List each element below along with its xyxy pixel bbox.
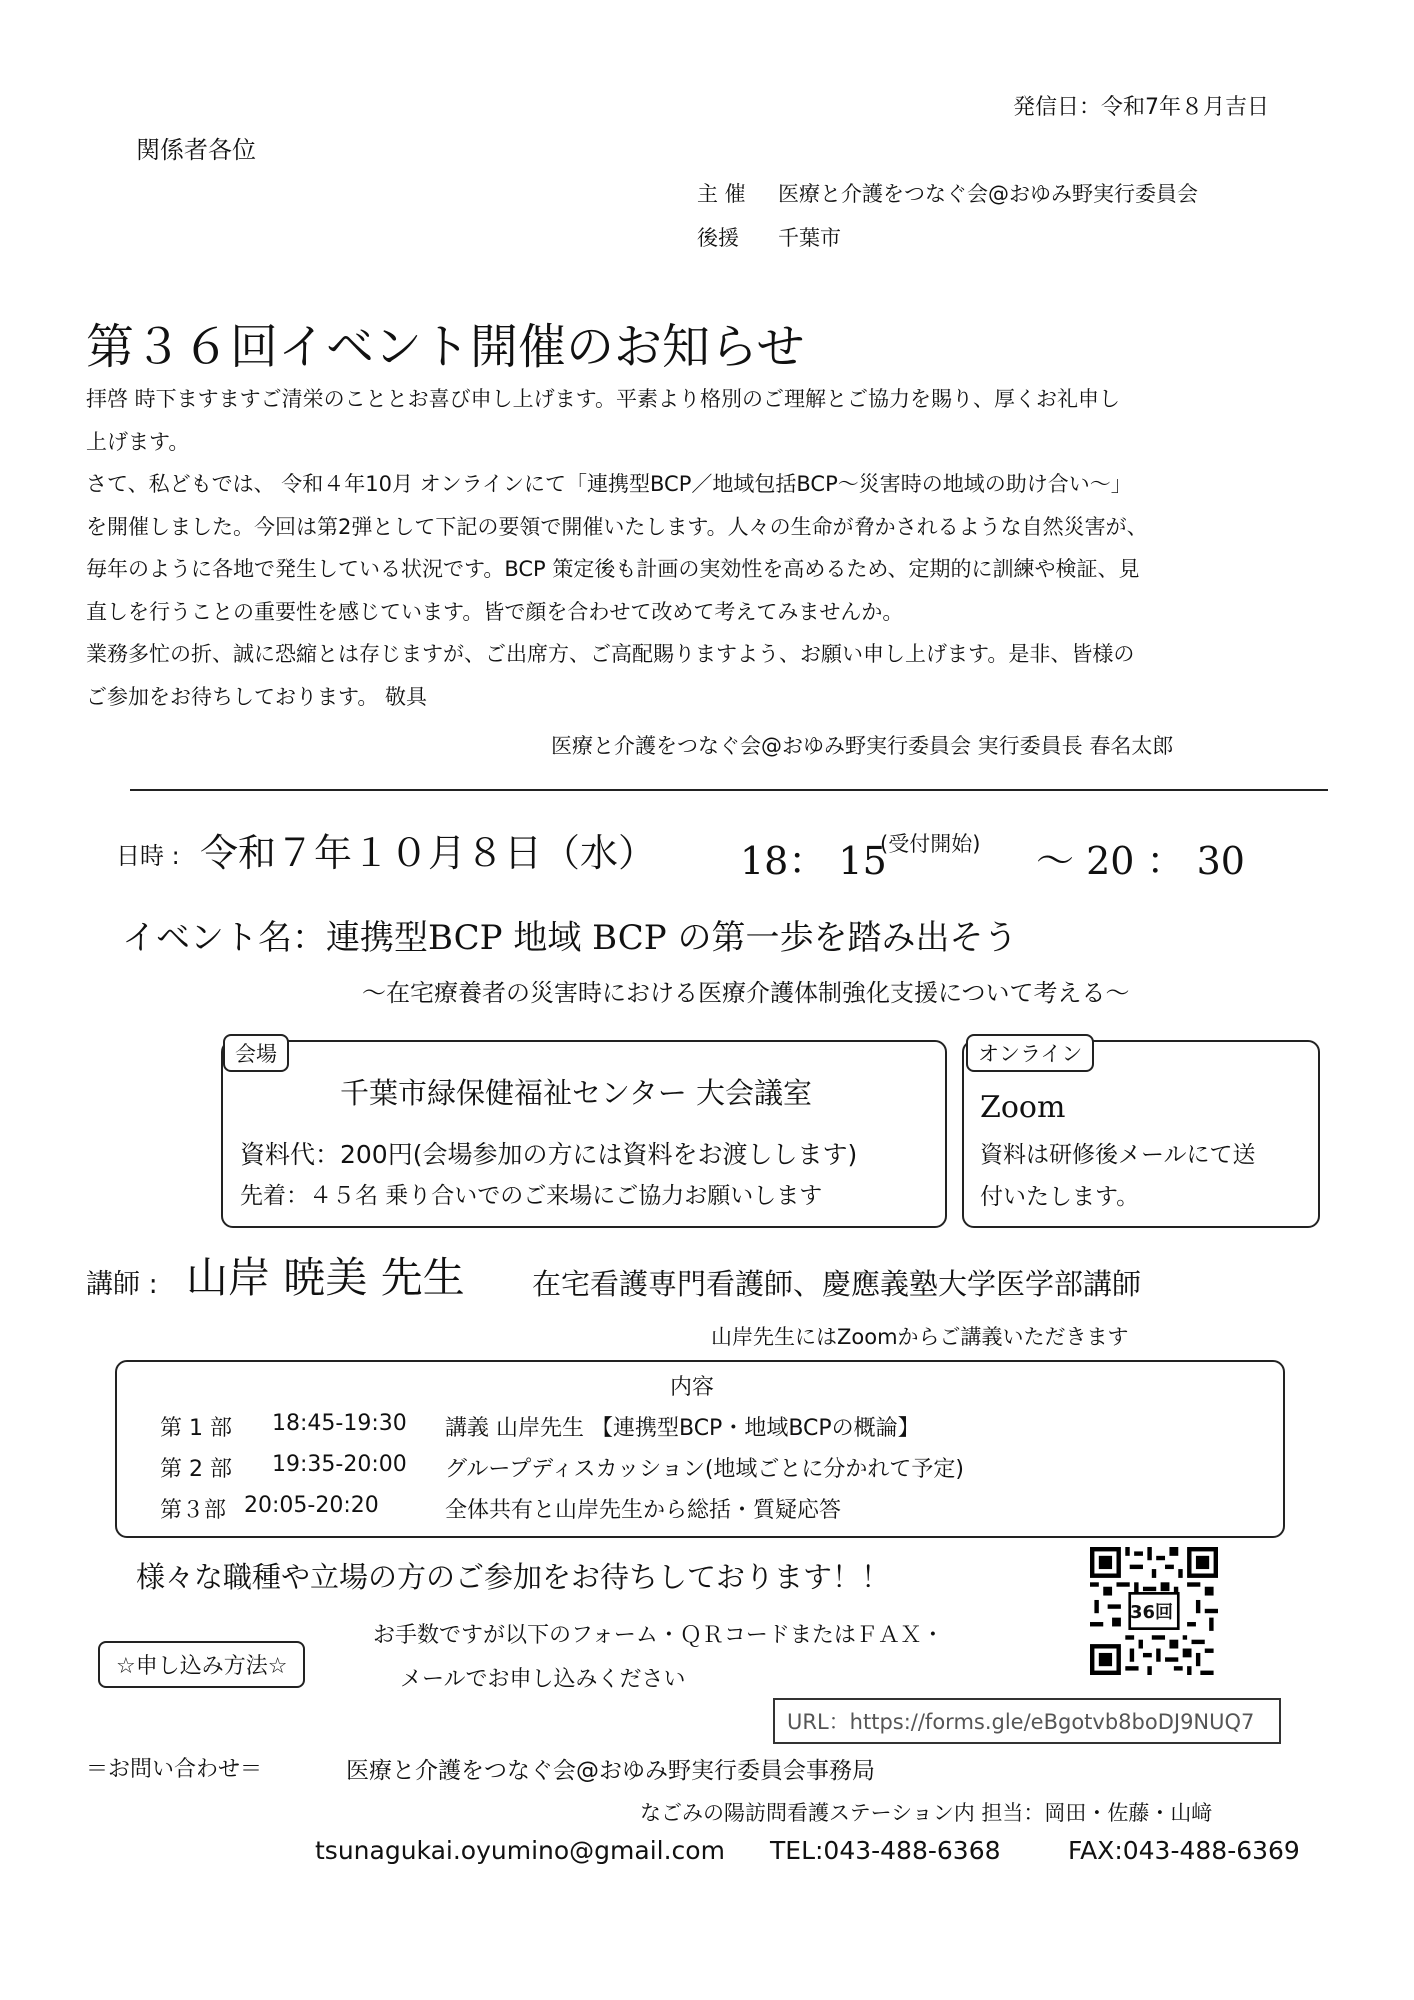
organizer-label: 主 催 [697, 182, 746, 206]
contact-fax: FAX:043-488-6369 [1068, 1836, 1300, 1865]
page-title: 第３６回イベント開催のお知らせ [86, 319, 805, 375]
program-content: 講義 山岸先生 【連携型BCP・地域BCPの概論】 [445, 1416, 920, 1441]
body-line: さて、私どもでは、 令和４年10月 オンラインにて「連携型BCP／地域包括BCP〜災害時の地域の助け合い〜」 [86, 472, 1132, 496]
online-note-1: 資料は研修後メールにて送 [980, 1142, 1256, 1168]
recipients: 関係者各位 [136, 136, 256, 164]
contact-tel: TEL:043-488-6368 [770, 1836, 1001, 1865]
event-name-label: イベント名：連携型 [122, 918, 428, 958]
program-header: 内容 [670, 1375, 715, 1400]
sponsor: 千葉市 [778, 226, 841, 250]
application-line-1: お手数ですが以下のフォーム・ＱＲコードまたはＦＡＸ・ [373, 1623, 944, 1648]
program-content: 全体共有と山岸先生から総括・質疑応答 [445, 1498, 842, 1523]
program-time: 20:05-20:20 [244, 1493, 379, 1518]
body-line: 上げます。 [86, 429, 190, 454]
venue-tag: 会場 [223, 1034, 289, 1072]
contact-label: ＝お問い合わせ＝ [86, 1757, 263, 1782]
application-method: ☆申し込み方法☆ [98, 1641, 305, 1688]
lecturer-name: 山岸 暁美 先生 [186, 1253, 465, 1302]
contact-email[interactable]: tsunagukai.oyumino@gmail.com [315, 1836, 725, 1865]
program-time: 19:35-20:00 [272, 1452, 407, 1477]
reception-note: (受付開始) [880, 832, 981, 856]
online-note-2: 付いたします。 [980, 1184, 1140, 1210]
program-time: 18:45-19:30 [272, 1411, 407, 1436]
invitation-message: 様々な職種や立場の方のご参加をお待ちしております！！ [136, 1560, 891, 1594]
online-tag: オンライン [966, 1034, 1094, 1072]
body-line: 拝啓 時下ますますご清栄のこととお喜び申し上げます。平素より格別のご理解とご協力を賜り、厚くお礼申し [86, 387, 1120, 411]
body-line: 業務多忙の折、誠に恐縮とは存じますが、ご出席方、ご高配賜りますよう、お願い申し上げます。是非、皆様の [86, 642, 1135, 666]
lecturer-note: 山岸先生にはZoomからご講義いただきます [711, 1325, 1129, 1349]
venue-capacity: 先着：４５名 乗り合いでのご来場にご協力お願いします [240, 1183, 823, 1209]
event-name-rest: BCP 地域 BCP の第一歩を踏み出そう [428, 918, 1018, 958]
program-part: 第 2 部 [160, 1457, 232, 1482]
program-part: 第 1 部 [160, 1416, 232, 1441]
program-content: グループディスカッション(地域ごとに分かれて予定) [445, 1457, 964, 1482]
qr-label: 36回 [1130, 1602, 1174, 1623]
end-time: 〜 20 ： 30 [1036, 839, 1245, 883]
venue-name: 千葉市緑保健福祉センター 大会議室 [340, 1076, 813, 1110]
form-url[interactable]: URL：https://forms.gle/eBgotvb8boDJ9NUQ7 [773, 1698, 1281, 1744]
datetime-label: 日時 : [116, 842, 180, 870]
start-time: 18： 15 [740, 839, 887, 883]
contact-office: 医療と介護をつなぐ会@おゆみ野実行委員会事務局 [346, 1758, 875, 1784]
signature: 医療と介護をつなぐ会@おゆみ野実行委員会 実行委員長 春名太郎 [551, 734, 1174, 758]
organizer: 医療と介護をつなぐ会@おゆみ野実行委員会 [778, 182, 1198, 206]
application-line-2: メールでお申し込みください [400, 1667, 686, 1692]
greeting-body [86, 378, 1346, 718]
venue-fee: 資料代：200円(会場参加の方には資料をお渡しします) [240, 1140, 858, 1169]
event-date: 令和７年１０月８日（水） [200, 831, 657, 875]
program-part: 第３部 [160, 1498, 227, 1523]
body-line: 直しを行うことの重要性を感じています。皆で顔を合わせて改めて考えてみませんか。 [86, 599, 904, 624]
event-subtitle: 〜在宅療養者の災害時における医療介護体制強化支援について考える〜 [362, 979, 1130, 1007]
body-line: を開催しました。今回は第2弾として下記の要領で開催いたします。人々の生命が脅かされるような自然災害が、 [86, 514, 1148, 539]
lecturer-title: 在宅看護専門看護師、慶應義塾大学医学部講師 [532, 1267, 1142, 1301]
issue-date: 発信日：令和7年８月吉日 [1013, 95, 1269, 120]
lecturer-label: 講師 : [86, 1269, 158, 1300]
body-line: ご参加をお待ちしております。 敬具 [86, 684, 427, 709]
event-name [122, 910, 1017, 959]
divider [130, 789, 1328, 791]
contact-station: なごみの陽訪問看護ステーション内 担当：岡田・佐藤・山﨑 [640, 1801, 1213, 1825]
online-platform: Zoom [980, 1090, 1066, 1125]
body-line: 毎年のように各地で発生している状況です。BCP 策定後も計画の実効性を高めるため、定期的に訓練や検証、見 [86, 557, 1140, 581]
sponsor-label: 後援 [697, 226, 739, 250]
